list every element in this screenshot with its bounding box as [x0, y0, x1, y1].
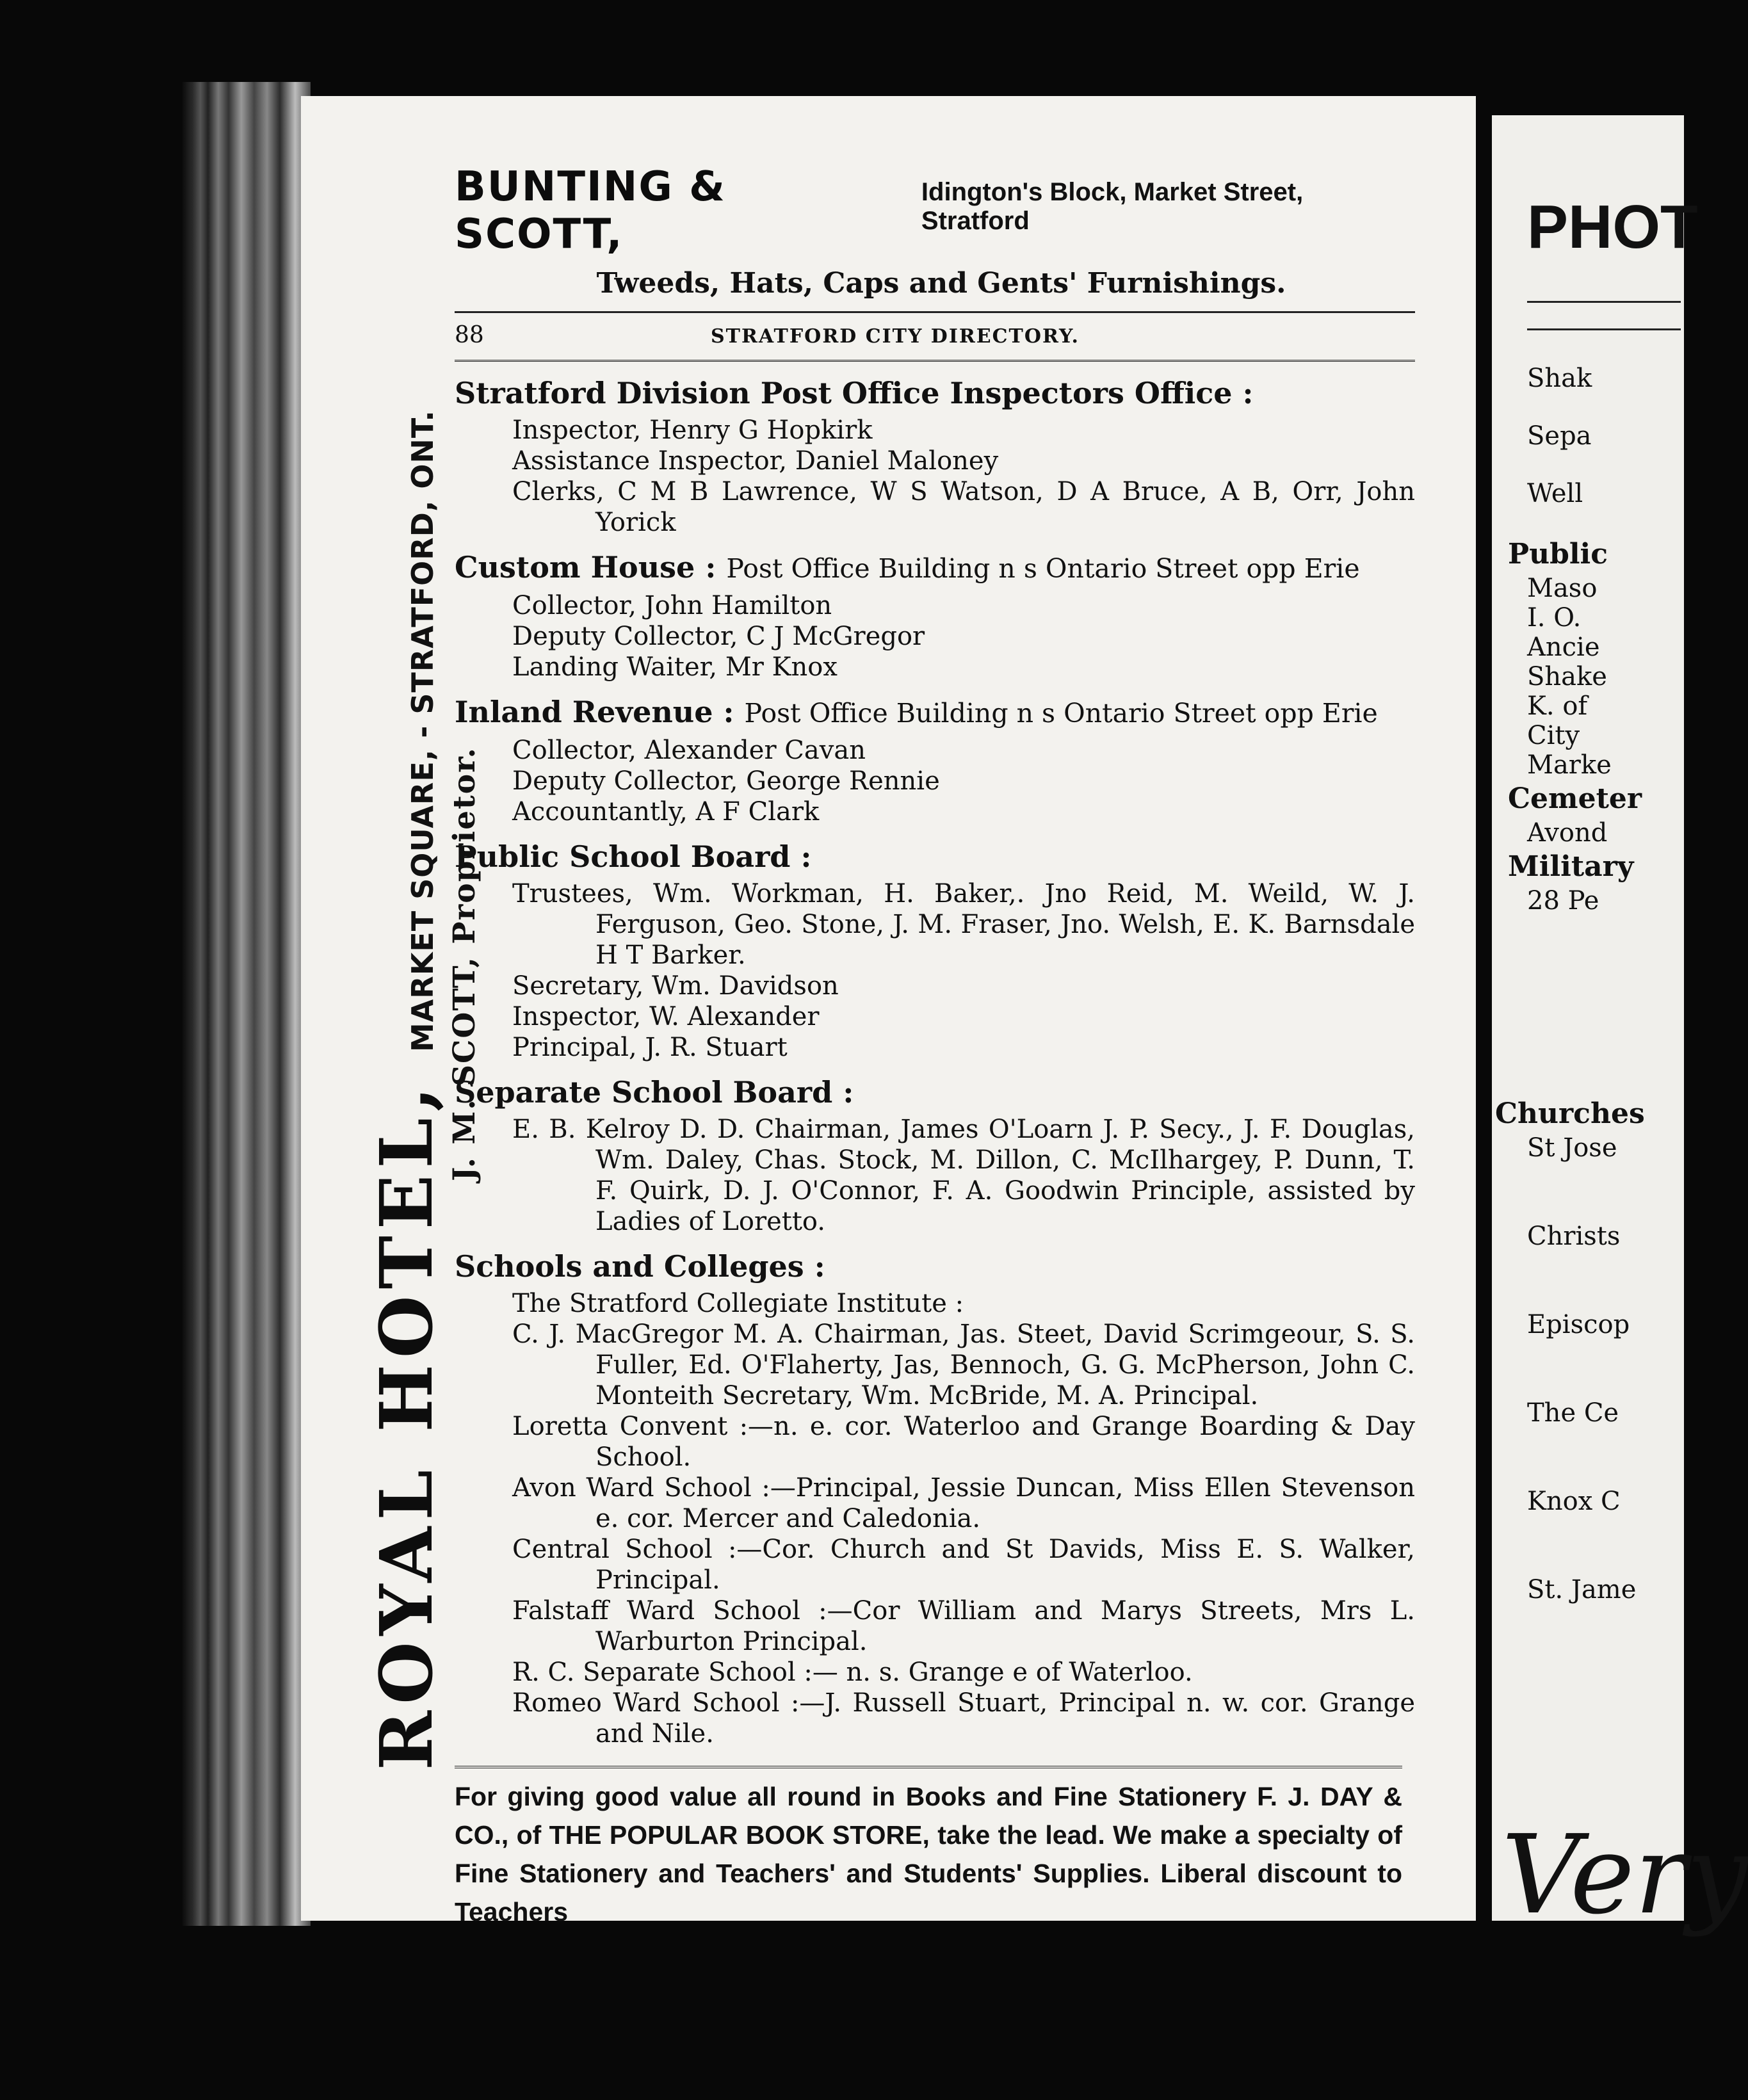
section-title: Schools and Colleges :	[455, 1249, 825, 1284]
adjacent-line: Sepa	[1527, 421, 1592, 451]
page-number: 88	[455, 322, 484, 348]
hotel-proprietor: J. M. SCOTT, Proprietor.	[447, 747, 482, 1181]
adjacent-line: Well	[1527, 479, 1583, 508]
advertiser-tagline: Tweeds, Hats, Caps and Gents' Furnishings.	[596, 267, 1286, 300]
section-address: Post Office Building n s Ontario Street opp Erie	[744, 698, 1378, 729]
adjacent-lines-b	[1527, 574, 1675, 780]
day-co-advertisement: For giving good value all round in Books and Fine Stationery F. J. DAY & CO., of THE POPULAR BOOK STORE, take the lead. We make a specialty of Fine Stationery and Teachers' and Students' Supplies. Liberal discount to Teachers	[455, 1782, 1402, 1926]
directory-section	[455, 374, 1415, 538]
directory-section	[455, 693, 1415, 827]
section-entries	[512, 1288, 1415, 1749]
advertiser-name: BUNTING & SCOTT,	[455, 163, 726, 258]
book-page-edges	[182, 82, 311, 1926]
adjacent-script-text: Very	[1501, 1812, 1748, 1939]
adjacent-line: I. O.	[1527, 603, 1582, 633]
directory-entry: Avon Ward School :—Principal, Jessie Duncan, Miss Ellen Stevenson e. cor. Mercer and Caledonia.	[512, 1473, 1415, 1533]
bunting-scott-advertisement	[455, 163, 1415, 300]
adjacent-line: St Jose	[1527, 1133, 1617, 1163]
advertiser-address: Idington's Block, Market Street, Stratford	[921, 178, 1304, 235]
adjacent-line	[1527, 1634, 1675, 1663]
section-entries	[512, 1114, 1415, 1237]
page-header-title: STRATFORD CITY DIRECTORY.	[711, 325, 1080, 348]
section-entries	[512, 878, 1415, 1063]
directory-entry: Inspector, Henry G Hopkirk	[512, 416, 873, 445]
adjacent-heading-public: Public	[1508, 538, 1608, 570]
directory-entry: E. B. Kelroy D. D. Chairman, James O'Loarn J. P. Secy., J. F. Douglas, Wm. Daley, Chas. Stock, M. Dillon, C. McIlhargey, P. Dunn, T. F. Quirk, D. J. O'Connor, F. A. Goodwin Principle, assisted by Ladies of Loretto.	[512, 1115, 1415, 1236]
running-head-rule	[455, 360, 1415, 364]
adjacent-line	[1527, 1192, 1675, 1222]
adjacent-line: Marke	[1527, 750, 1612, 780]
adjacent-line: City	[1527, 721, 1580, 750]
directory-entry: Assistance Inspector, Daniel Maloney	[512, 446, 999, 476]
adjacent-line	[1527, 1457, 1675, 1487]
directory-section	[455, 837, 1415, 1063]
adjacent-line: Shak	[1527, 364, 1592, 393]
adjacent-line: Ancie	[1527, 633, 1600, 662]
adjacent-heading-cemetery: Cemeter	[1508, 782, 1642, 815]
adjacent-line: Knox C	[1527, 1487, 1621, 1516]
directory-section	[455, 548, 1415, 682]
adjacent-lines-a	[1527, 350, 1675, 522]
section-heading	[455, 693, 1415, 732]
adjacent-line-28: 28 Pe	[1527, 886, 1599, 916]
adjacent-line	[1527, 1546, 1675, 1575]
header-rule	[455, 311, 1415, 313]
directory-entry: Deputy Collector, C J McGregor	[512, 622, 925, 651]
adjacent-line: St. Jame	[1527, 1575, 1637, 1604]
adjacent-line: Episcop	[1527, 1310, 1630, 1339]
section-address: Post Office Building n s Ontario Street opp Erie	[726, 553, 1360, 584]
adjacent-line	[1527, 1663, 1675, 1693]
adjacent-line	[1527, 1163, 1675, 1192]
directory-entry: Collector, Alexander Cavan	[512, 736, 866, 765]
adjacent-line	[1527, 1369, 1675, 1398]
section-heading	[455, 548, 1415, 588]
footer-rule	[455, 1766, 1402, 1771]
directory-entry: R. C. Separate School :— n. s. Grange e of Waterloo.	[512, 1658, 1193, 1687]
adjacent-line	[1527, 1428, 1675, 1457]
adjacent-line	[1527, 1251, 1675, 1280]
directory-sections	[455, 374, 1415, 1749]
adjacent-line: The Ce	[1527, 1398, 1619, 1428]
directory-entry: Deputy Collector, George Rennie	[512, 766, 940, 796]
section-title: Public School Board :	[455, 839, 812, 874]
section-entries	[512, 415, 1415, 538]
adjacent-rule	[1527, 328, 1681, 330]
directory-entry: Clerks, C M B Lawrence, W S Watson, D A Bruce, A B, Orr, John Yorick	[512, 477, 1415, 537]
hotel-address: MARKET SQUARE, - STRATFORD, ONT.	[405, 410, 440, 1053]
adjacent-page-title: PHOT	[1527, 193, 1698, 261]
adjacent-line	[1527, 1604, 1675, 1634]
directory-section	[455, 1247, 1415, 1749]
adjacent-line: Shake	[1527, 662, 1607, 691]
running-head	[455, 322, 1415, 348]
directory-entry: Romeo Ward School :—J. Russell Stuart, Principal n. w. cor. Grange and Nile.	[512, 1688, 1415, 1749]
section-heading	[455, 837, 1415, 876]
section-entries	[512, 590, 1415, 682]
adjacent-heading-churches: Churches	[1495, 1097, 1645, 1130]
directory-entry: The Stratford Collegiate Institute :	[512, 1289, 964, 1318]
adjacent-page-text	[1495, 192, 1698, 1921]
section-heading	[455, 1073, 1415, 1111]
adjacent-line: Maso	[1527, 574, 1598, 603]
hotel-name: ROYAL HOTEL,	[365, 1080, 449, 1770]
directory-entry: Falstaff Ward School :—Cor William and Marys Streets, Mrs L. Warburton Principal.	[512, 1596, 1415, 1656]
section-heading	[455, 1247, 1415, 1286]
directory-entry: Collector, John Hamilton	[512, 591, 832, 620]
adjacent-line: Christs	[1527, 1222, 1621, 1251]
directory-entry: Inspector, W. Alexander	[512, 1002, 820, 1031]
adjacent-heading-military: Military	[1508, 850, 1634, 883]
section-entries	[512, 735, 1415, 827]
directory-entry: Loretta Convent :—n. e. cor. Waterloo and Grange Boarding & Day School.	[512, 1412, 1415, 1472]
adjacent-line	[1527, 1339, 1675, 1369]
adjacent-line	[1527, 1280, 1675, 1310]
directory-entry: Landing Waiter, Mr Knox	[512, 652, 838, 682]
directory-entry: Accountantly, A F Clark	[512, 797, 820, 827]
adjacent-line-avon: Avond	[1527, 818, 1608, 848]
directory-entry: Trustees, Wm. Workman, H. Baker,. Jno Reid, M. Weild, W. J. Ferguson, Geo. Stone, J. M. Fraser, Jno. Welsh, E. K. Barnsdale H T Barker.	[512, 879, 1415, 970]
section-title: Inland Revenue :	[455, 695, 734, 729]
section-heading	[455, 374, 1415, 412]
section-title: Separate School Board :	[455, 1075, 854, 1110]
directory-section	[455, 1073, 1415, 1237]
adjacent-line	[1527, 1516, 1675, 1546]
section-title: Custom House :	[455, 550, 716, 585]
directory-entry: Secretary, Wm. Davidson	[512, 971, 839, 1001]
page-content	[455, 163, 1415, 1931]
section-title: Stratford Division Post Office Inspectors Office :	[455, 376, 1254, 410]
adjacent-rule	[1527, 301, 1681, 303]
directory-entry: C. J. MacGregor M. A. Chairman, Jas. Steet, David Scrimgeour, S. S. Fuller, Ed. O'Flaherty, Jas, Bennoch, G. G. McPherson, John C. Monteith Secretary, Wm. McBride, M. A. Principal.	[512, 1320, 1415, 1410]
adjacent-line: K. of	[1527, 691, 1588, 721]
adjacent-lines-c	[1527, 1133, 1675, 1693]
directory-entry: Central School :—Cor. Church and St Davids, Miss E. S. Walker, Principal.	[512, 1535, 1415, 1595]
directory-entry: Principal, J. R. Stuart	[512, 1033, 788, 1062]
